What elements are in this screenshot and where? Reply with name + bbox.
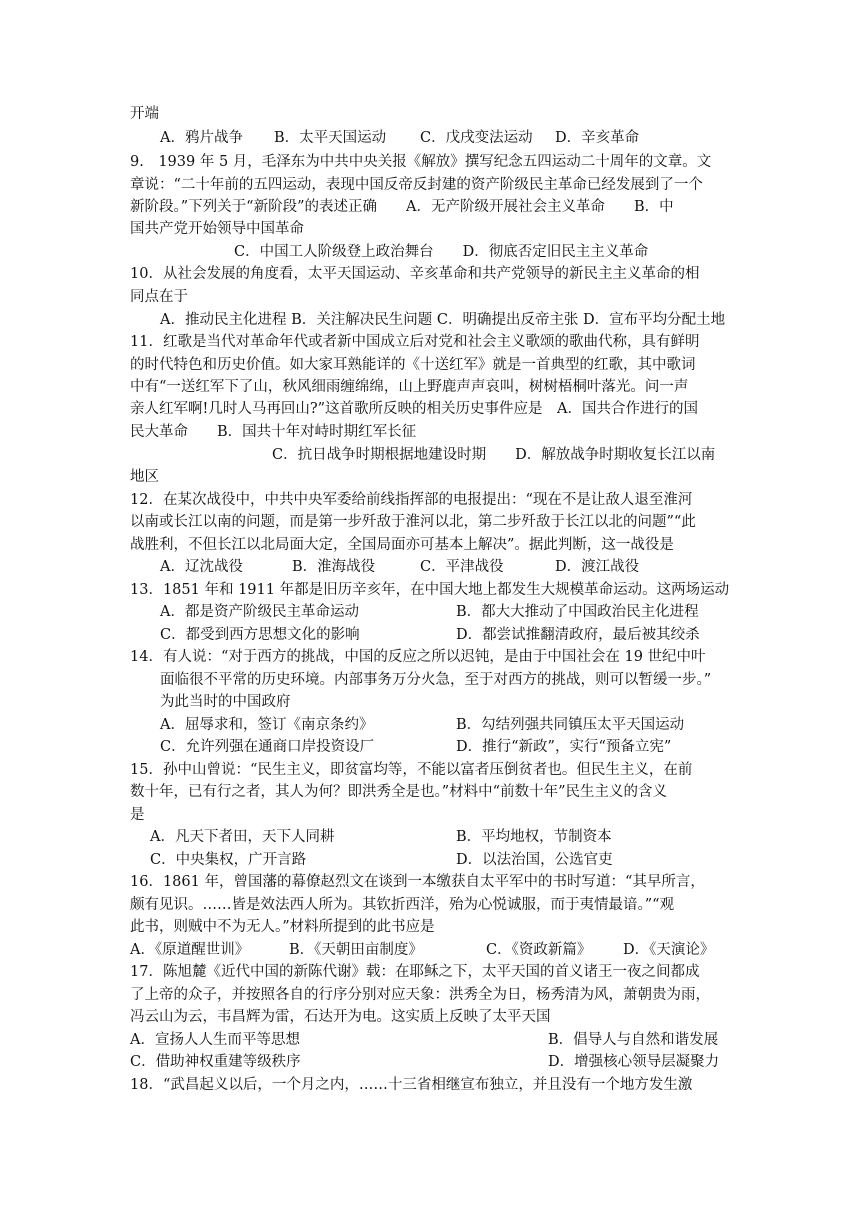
- option-b: B．淮海战役: [292, 559, 376, 575]
- text-line: 亲人红军啊!几时人马再回山?”这首歌所反映的相关历史事件应是 A．国共合作进行的国: [130, 401, 698, 417]
- option-a: A．凡天下者田，天下人同耕: [150, 829, 335, 845]
- text-line: 此书，则贼中不为无人。”材料所提到的此书应是: [130, 919, 435, 935]
- text-line: 同点在于: [130, 289, 188, 305]
- option-c: C．平津战役: [420, 559, 504, 575]
- option-c: C．借助神权重建等级秩序: [130, 1054, 301, 1070]
- text-line: 了上帝的众子，并按照各自的行序分别对应天象：洪秀全为日，杨秀清为风，萧朝贵为雨，: [130, 987, 710, 1003]
- text-line: 新阶段。”下列关于“新阶段”的表述正确 A．无产阶级开展社会主义革命 B．中: [130, 199, 674, 215]
- option-b: B．平均地权，节制资本: [456, 829, 612, 845]
- text-line: 的时代特色和历史价值。如大家耳熟能详的《十送红军》就是一首典型的红歌，其中歌词: [130, 357, 696, 373]
- text-line: C．中国工人阶级登上政治舞台 D．彻底否定旧民主主义革命: [234, 244, 649, 260]
- text-line: 开端: [130, 106, 159, 122]
- text-line: 中有“一送红军下了山，秋风细雨缠绵绵，山上野鹿声声哀叫，树树梧桐叶落光。问一声: [130, 379, 689, 395]
- option-a: A．屈辱求和，签订《南京条约》: [160, 717, 374, 733]
- option-c: C．中央集权，广开言路: [150, 852, 307, 868]
- text-line: 数十年，已有行之者，其人为何？即洪秀全是也。”材料中“前数十年”民生主义的含义: [130, 784, 667, 800]
- text-line: A．推动民主化进程 B．关注解决民生问题 C．明确提出反帝主张 D．宣布平均分配土地: [160, 312, 726, 328]
- text-line: 18．“武昌起义以后，一个月之内，……十三省相继宣布独立，并且没有一个地方发生激: [130, 1077, 693, 1093]
- text-line: 13．1851 年和 1911 年都是旧历辛亥年，在中国大地上都发生大规模革命运动。这两场运动: [130, 582, 730, 598]
- text-line: 以南或长江以南的问题，而是第一步歼敌于淮河以北，第二步歼敌于长江以北的问题”“此: [130, 514, 696, 530]
- option-c: C．戊戌变法运动: [420, 130, 533, 146]
- option-d: D．辛亥革命: [555, 130, 640, 146]
- option-a: A．宣扬人人生而平等思想: [130, 1032, 300, 1048]
- option-b: B．倡导人与自然和谐发展: [548, 1032, 719, 1048]
- text-line: 面临很不平常的历史环境。内部事务万分火急，至于对西方的挑战，则可以暂缓一步。”: [160, 672, 712, 688]
- option-d: D．增强核心领导层凝聚力: [548, 1054, 720, 1070]
- option-d: D．以法治国，公选官吏: [456, 852, 613, 868]
- option-a: A．都是资产阶级民主革命运动: [160, 604, 359, 620]
- option-b: B．太平天国运动: [274, 130, 387, 146]
- text-line: 17．陈旭麓《近代中国的新陈代谢》载：在耶稣之下，太平天国的首义诸王一夜之间都成: [130, 964, 700, 980]
- option-d: D．推行“新政”，实行“预备立宪”: [456, 739, 672, 755]
- option-c: C．都受到西方思想文化的影响: [160, 627, 360, 643]
- text-line: 战胜利，不但长江以北局面大定，全国局面亦可基本上解决”。据此判断，这一战役是: [130, 537, 674, 553]
- text-line: 12．在某次战役中，中共中央军委给前线指挥部的电报提出：“现在不是让敌人退至淮河: [130, 492, 693, 508]
- option-b: B．《天朝田亩制度》: [289, 942, 423, 958]
- option-a: A．鸦片战争: [160, 130, 243, 146]
- text-line: C．抗日战争时期根据地建设时期 D．解放战争时期收复长江以南: [272, 447, 716, 463]
- text-line: 章说：“二十年前的五四运动，表现中国反帝反封建的资产阶级民主革命已经发展到了一个: [130, 177, 703, 193]
- option-d: D．渡江战役: [555, 559, 640, 575]
- text-line: 国共产党开始领导中国革命: [130, 221, 304, 237]
- option-a: A．辽沈战役: [160, 559, 243, 575]
- text-line: 民大革命 B．国共十年对峙时期红军长征: [130, 424, 417, 440]
- option-d: D．《天演论》: [623, 942, 715, 958]
- text-line: 颇有见识。……皆是效法西人所为。其钦折西洋，殆为心悦诚服，而于夷情最谙。”“观: [130, 897, 675, 913]
- option-c: C．《资政新篇》: [486, 942, 592, 958]
- option-b: B．勾结列强共同镇压太平天国运动: [456, 717, 685, 733]
- option-d: D．都尝试推翻清政府，最后被其绞杀: [456, 627, 700, 643]
- text-line: 16．1861 年，曾国藩的幕僚赵烈文在谈到一本缴获自太平军中的书时写道：“其早所言，: [130, 874, 705, 890]
- text-line: 为此当时的中国政府: [160, 694, 291, 710]
- option-a: A．《原道醒世训》: [130, 942, 250, 958]
- option-b: B．都大大推动了中国政治民主化进程: [456, 604, 699, 620]
- text-line: 10．从社会发展的角度看，太平天国运动、辛亥革命和共产党领导的新民主主义革命的相: [130, 266, 700, 282]
- option-c: C．允许列强在通商口岸投资设厂: [160, 739, 375, 755]
- text-line: 15．孙中山曾说：“民生主义，即贫富均等，不能以富者压倒贫者也。但民生主义，在前: [130, 762, 693, 778]
- text-line: 地区: [130, 469, 159, 485]
- text-line: 冯云山为云，韦昌辉为雷，石达开为电。这实质上反映了太平天国: [130, 1009, 551, 1025]
- text-line: 是: [130, 807, 145, 823]
- text-line: 9. 1939 年 5 月，毛泽东为中共中央关报《解放》撰写纪念五四运动二十周年的文章。文: [130, 154, 712, 170]
- text-line: 14．有人说：“对于西方的挑战，中国的反应之所以迟钝，是由于中国社会在 19 世纪中叶: [130, 649, 706, 665]
- text-line: 11．红歌是当代对革命年代或者新中国成立后对党和社会主义歌颂的歌曲代称，具有鲜明: [130, 334, 700, 350]
